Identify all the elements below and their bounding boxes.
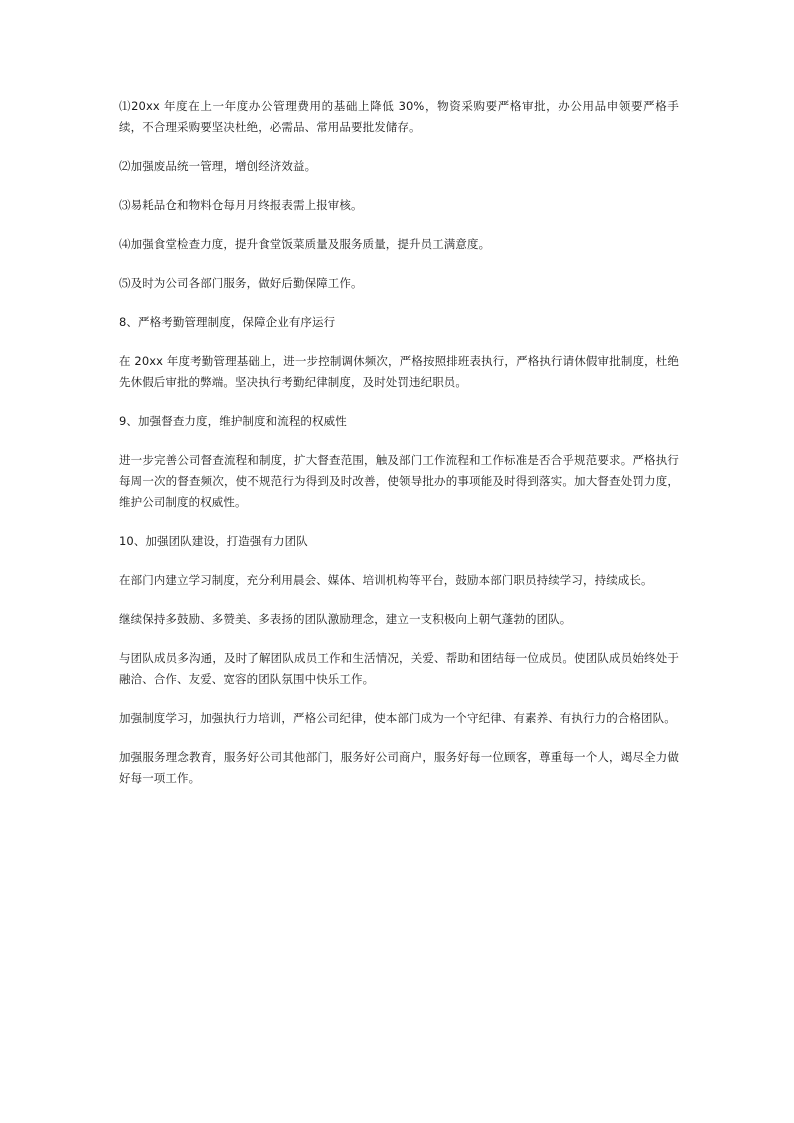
paragraph-attendance: 在 20xx 年度考勤管理基础上，进一步控制调休频次，严格按照排班表执行，严格执行请休假审批制度，杜绝先休假后审批的弊端。坚决执行考勤纪律制度，及时处罚违纪职员。 (119, 354, 679, 389)
paragraph-item-3: ⑶易耗品仓和物料仓每月月终报表需上报审核。 (119, 198, 363, 212)
section-heading-10: 10、加强团队建设，打造强有力团队 (119, 534, 308, 548)
document-body (119, 96, 679, 807)
paragraph-motivation: 继续保持多鼓励、多赞美、多表扬的团队激励理念，建立一支积极向上朝气蓬勃的团队。 (119, 612, 572, 626)
paragraph-communication: 与团队成员多沟通，及时了解团队成员工作和生活情况，关爱、帮助和团结每一位成员。使团队成员始终处于融洽、合作、友爱、宽容的团队氛围中快乐工作。 (119, 651, 679, 686)
section-heading-9: 9、加强督查力度，维护制度和流程的权威性 (119, 414, 347, 428)
paragraph-item-1: ⑴20xx 年度在上一年度办公管理费用的基础上降低 30%，物资采购要严格审批，办公用品申领要严格手续，不合理采购要坚决杜绝，必需品、常用品要批发储存。 (119, 99, 679, 134)
paragraph-item-2: ⑵加强废品统一管理，增创经济效益。 (119, 159, 317, 173)
paragraph-item-5: ⑸及时为公司各部门服务，做好后勤保障工作。 (119, 276, 363, 290)
paragraph-learning: 在部门内建立学习制度，充分利用晨会、媒体、培训机构等平台，鼓励本部门职员持续学习，持续成长。 (119, 573, 653, 587)
paragraph-service: 加强服务理念教育，服务好公司其他部门，服务好公司商户，服务好每一位顾客，尊重每一个人，竭尽全力做好每一项工作。 (119, 750, 679, 785)
paragraph-item-4: ⑷加强食堂检查力度，提升食堂饭菜质量及服务质量，提升员工满意度。 (119, 237, 491, 251)
section-heading-8: 8、严格考勤管理制度，保障企业有序运行 (119, 315, 336, 329)
paragraph-supervision: 进一步完善公司督查流程和制度，扩大督查范围，触及部门工作流程和工作标准是否合乎规范要求。严格执行每周一次的督查频次，使不规范行为得到及时改善，使领导批办的事项能及时得到落实。加大督查处罚力度，维护公司制度的权威性。 (119, 453, 679, 509)
paragraph-discipline: 加强制度学习，加强执行力培训，严格公司纪律，使本部门成为一个守纪律、有素养、有执行力的合格团队。 (119, 711, 676, 725)
